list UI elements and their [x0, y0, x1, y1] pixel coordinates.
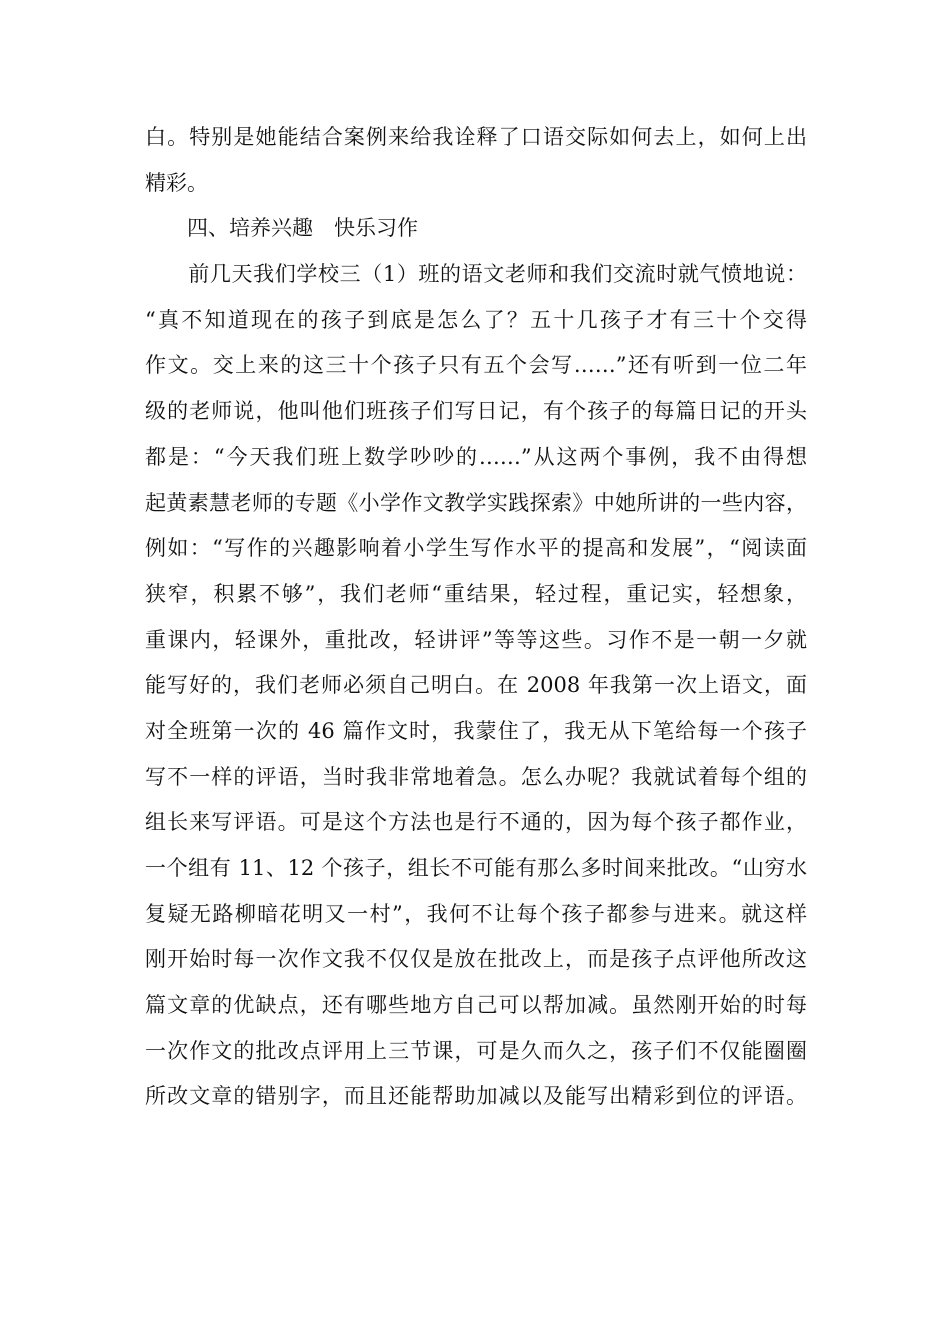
text-line: 级的老师说，他叫他们班孩子们写日记，有个孩子的每篇日记的开头 [145, 399, 807, 424]
text-line: “真不知道现在的孩子到底是怎么了？五十几孩子才有三十个交得 [145, 307, 807, 332]
text-line: 篇文章的优缺点，还有哪些地方自己可以帮加减。虽然刚开始的时每 [145, 993, 807, 1018]
text-line: 重课内，轻课外，重批改，轻讲评”等等这些。习作不是一朝一夕就 [145, 627, 807, 652]
text-line: 白。特别是她能结合案例来给我诠释了口语交际如何去上，如何上出 [145, 125, 807, 149]
text-line: 前几天我们学校三（1）班的语文老师和我们交流时就气愤地说： [145, 262, 807, 287]
text-line: 复疑无路柳暗花明又一村”，我何不让每个孩子都参与进来。就这样 [145, 901, 807, 926]
text-line: 一次作文的批改点评用上三节课，可是久而久之，孩子们不仅能圈圈 [145, 1038, 807, 1063]
text-line: 狭窄，积累不够”，我们老师“重结果，轻过程，重记实，轻想象， [145, 581, 807, 606]
section-heading: 四、培养兴趣 快乐习作 [145, 216, 418, 241]
text-line: 刚开始时每一次作文我不仅仅是放在批改上，而是孩子点评他所改这 [145, 947, 807, 972]
text-line: 起黄素慧老师的专题《小学作文教学实践探索》中她所讲的一些内容， [145, 490, 807, 515]
text-line: 能写好的，我们老师必须自己明白。在 2008 年我第一次上语文，面 [145, 673, 807, 698]
text-line: 一个组有 11、12 个孩子，组长不可能有那么多时间来批改。“山穷水 [145, 856, 807, 880]
text-line: 对全班第一次的 46 篇作文时，我蒙住了，我无从下笔给每一个孩子 [145, 718, 807, 743]
text-line: 所改文章的错别字，而且还能帮助加减以及能写出精彩到位的评语。 [145, 1084, 807, 1109]
text-line: 精彩。 [145, 170, 208, 195]
text-line: 写不一样的评语，当时我非常地着急。怎么办呢？我就试着每个组的 [145, 764, 807, 789]
text-line: 例如：“写作的兴趣影响着小学生写作水平的提高和发展”，“阅读面 [145, 536, 807, 561]
body-text [145, 115, 807, 1120]
text-line: 都是：“今天我们班上数学吵吵的……”从这两个事例，我不由得想 [145, 444, 807, 469]
text-line: 作文。交上来的这三十个孩子只有五个会写……”还有听到一位二年 [145, 353, 807, 378]
text-line: 组长来写评语。可是这个方法也是行不通的，因为每个孩子都作业， [145, 810, 807, 835]
